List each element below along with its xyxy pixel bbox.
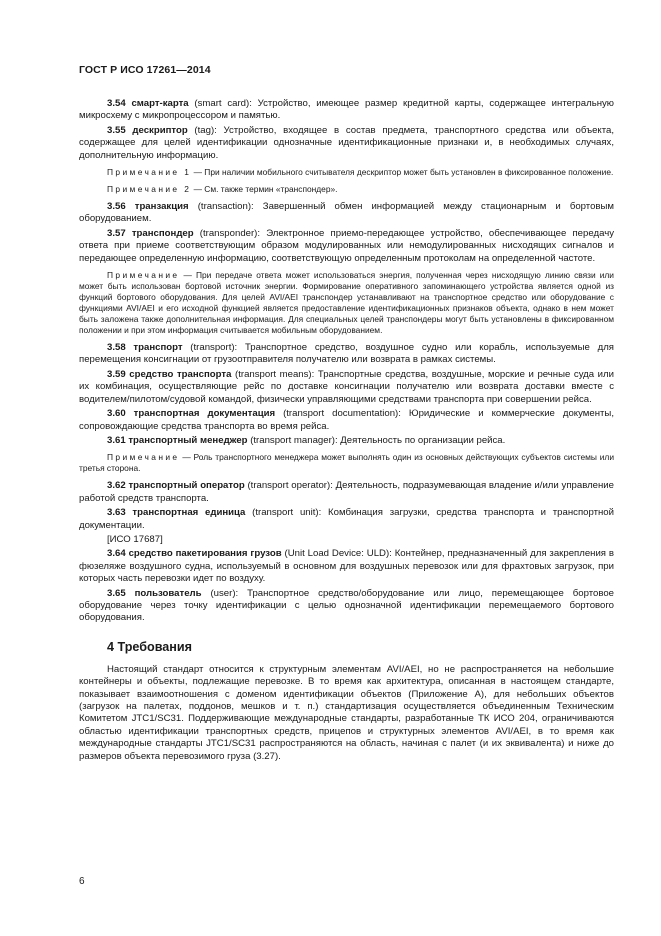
term-definition: (transaction): Завершенный обмен информацией между стационарным и бортовым оборудованием. [79,201,615,225]
term-title: 3.62 транспортный оператор [107,480,245,492]
term-definition: (transport unit): Комбинация загрузки, средства транспорта и транспортной документации. [79,507,614,531]
term-title: 3.55 дескриптор [107,124,188,136]
note [79,452,614,474]
term-entry [79,588,614,625]
note-text: — При наличии мобильного считывателя дескриптор может быть установлен в фиксированное положение. [191,167,614,178]
note-text: — См. также термин «транспондер». [191,184,338,195]
term-entry [79,228,614,265]
term-title: 3.54 смарт-карта [107,98,189,109]
term-entry [79,98,614,123]
term-entry [79,369,614,406]
term-definition: (smart card): Устройство, имеющее размер кредитной карты, содержащее интегральную микросхему с микропроцессором и памятью. [79,98,614,122]
note-text: — Роль транспортного менеджера может выполнять один из основных действующих субъектов системы или третья сторона. [79,452,614,474]
term-entry [79,201,614,226]
section-heading: 4 Требования [107,639,192,654]
page-content [79,98,614,765]
term-entry [79,342,614,367]
term-title: 3.60 транспортная документация [107,408,276,420]
document-header: ГОСТ Р ИСО 17261—2014 [79,64,211,76]
note-label: Примечание [107,452,180,463]
term-definition: (transport): Транспортное средство, воздушное судно или корабль, используемые для перемещения консигнации от грузоотправителя получателю или возврата в рамках системы. [79,342,614,366]
term-title: 3.61 транспортный менеджер [107,434,248,446]
note-label: Примечание 1 [107,167,192,178]
term-entry [79,408,614,433]
term-title: 3.59 средство транспорта [107,368,232,380]
term-title: 3.64 средство пакетирования грузов [107,548,282,560]
note [79,184,614,195]
note [79,167,614,178]
term-entry [79,507,614,532]
iso-reference: [ИСО 17687] [107,533,163,545]
term-definition: (transport operator): Деятельность, подразумевающая владение и/или управление работой средств транспорта. [79,480,614,504]
term-title: 3.56 транзакция [107,201,189,213]
term-entry [79,435,614,447]
term-definition: (tag): Устройство, входящее в состав предмета, транспортного средства или объекта, содержащее для целей идентификации однозначные идентификационные признаки и, в необходимых случаях, дополнительную информацию. [79,124,614,161]
term-definition: (user): Транспортное средство/оборудование или лицо, перемещающее бортовое оборудование через точку идентификации с целью однозначной идентификации перемещаемого бортового оборудования. [79,587,614,624]
term-definition: (Unit Load Device: ULD): Контейнер, предназначенный для закрепления в фюзеляже воздушного судна, используемый в основном для воздушных перевозок или для фрахтовых загрузок, при которых часть перевозки идет по воздуху. [79,548,614,585]
note [79,270,614,336]
section-body: Настоящий стандарт относится к структурным элементам AVI/AEI, но не распространяется на небольшие контейнеры и объекты, подлежащие перевозке. В то время как архитектура, описанная в настоящем стандарте, показывает взаимоотношения с доменом идентификации объектов (Приложение А), для небольших объектов (загрузок на палетах, поддонов, мешков и т. п.) стандартизация осуществляется объединенным Техническим Комитетом JTC1/SC31. Поддерживающие международные стандарты, разработанные ТК ИСО 204, ограничиваются областью идентификации транспортных средств, прицепов и структурных элементов AVI/AEI, в то время как международные стандарты JTC1/SC31 распространяются на область, начиная с палет (и их эквивалента) и ниже до размеров объекта перевозимого груза (3.27). [79,663,614,762]
term-title: 3.58 транспорт [107,342,183,354]
term-title: 3.63 транспортная единица [107,507,246,519]
note-label: Примечание 2 [107,184,192,195]
note-label: Примечание [107,270,180,281]
term-definition: (transponder): Электронное приемо-передающее устройство, обеспечивающее передачу ответа при приеме соответствующим образом модулированных или немодулированных нисходящих сигналов и передающее определенную информацию, соответствующую определенным протоколам на определенной частоте. [79,227,614,264]
term-definition: (transport documentation): Юридические и коммерческие документы, сопровождающие средства транспорта во время рейса. [79,408,614,432]
term-title: 3.65 пользователь [107,587,202,599]
term-entry [79,125,614,162]
term-title: 3.57 транспондер [107,227,194,239]
page-number: 6 [79,876,85,887]
note-text: — При передаче ответа может использоваться энергия, полученная через нисходящую линию связи или может быть использован бортовой источник энергии. Формирование оперативного запоминающего устройства является одной из функций бортового оборудования. Для целей AVI/AEI транспондер устанавливают на транспортное средство или оборудование с функциями AVI/AEI и его исходной функцией является предоставление идентификационных признаков объекта, однако в нем может быть заложена также дополнительная информация. Для специальных целей транспондеры могут быть установлены в фиксированном положении и при этом информация считывается мобильным оборудованием. [79,270,614,336]
term-entry [79,480,614,505]
term-definition: (transport means): Транспортные средства, воздушные, морские и речные суда или их комбинация, осуществляющие рейс по доставке консигнации получателю или возврата доставки вместе с водителем/пилотом/судовой командой, физически управляющими средствами транспорта при совершении рейса. [79,368,614,405]
term-definition: (transport manager): Деятельность по организации рейса. [247,434,506,446]
term-entry [79,548,614,585]
